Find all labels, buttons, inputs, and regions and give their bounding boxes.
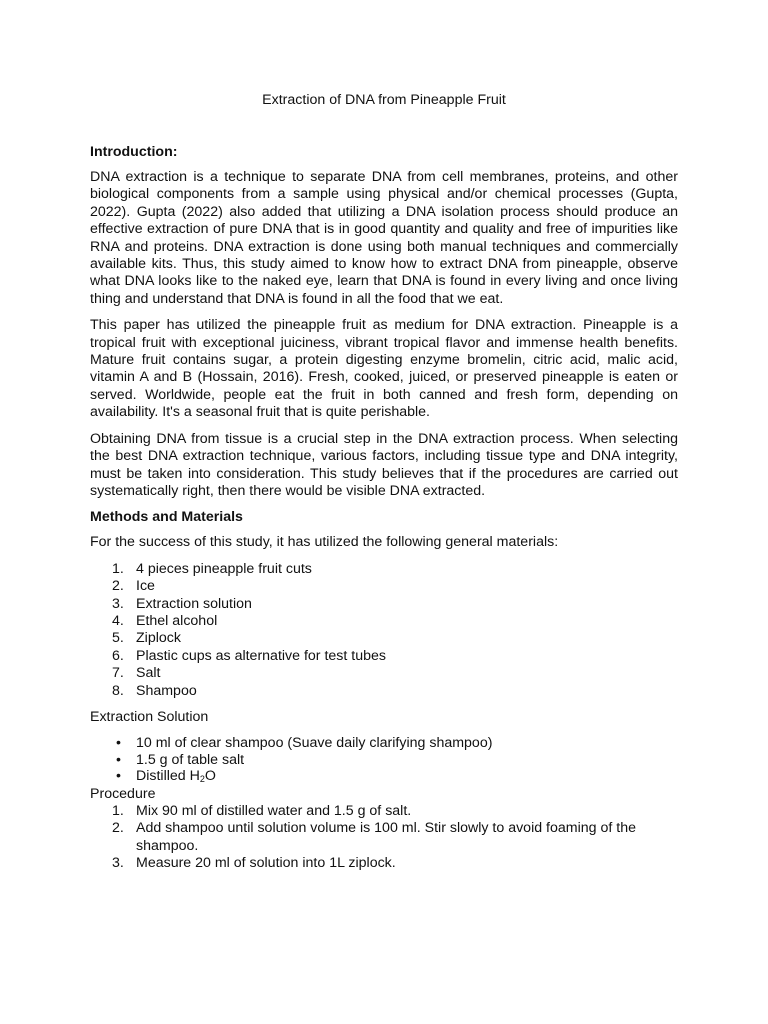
extraction-solution-heading: Extraction Solution bbox=[90, 708, 209, 725]
materials-list bbox=[90, 561, 678, 700]
list-number: 1. bbox=[112, 560, 124, 577]
list-number: 3. bbox=[112, 855, 124, 872]
intro-paragraph-1: DNA extraction is a technique to separate DNA from cell membranes, proteins, and other biological components from a sample using physical and/or chemical processes (Gupta, 2022). Gupta (2022) also added that utilizing a DNA isolation process should produce an effective extraction of pure DNA that is in good quantity and quality and free of impurities like RNA and proteins. DNA extraction is done using both manual techniques and commercially available kits. Thus, this study aimed to know how to extract DNA from pineapple, observe what DNA looks like to the naked eye, learn that DNA is found in every living and once living thing and understand that DNA is found in all the food that we eat. bbox=[90, 169, 678, 307]
subscript-text: 2 bbox=[199, 774, 205, 785]
document-title: Extraction of DNA from Pineapple Fruit bbox=[262, 92, 506, 108]
list-item bbox=[90, 630, 678, 647]
bullet-item-text: 10 ml of clear shampoo (Suave daily clarifying shampoo) bbox=[136, 735, 493, 752]
list-number: 4. bbox=[112, 612, 124, 629]
list-number: 7. bbox=[112, 665, 124, 682]
bullet-item-text: 1.5 g of table salt bbox=[136, 751, 245, 768]
list-item bbox=[90, 683, 678, 700]
list-item-text: Plastic cups as alternative for test tubes bbox=[136, 647, 386, 664]
extraction-solution-list bbox=[90, 735, 678, 786]
list-number: 8. bbox=[112, 682, 124, 699]
procedure-list bbox=[90, 803, 678, 873]
intro-paragraph-2: This paper has utilized the pineapple fruit as medium for DNA extraction. Pineapple is a tropical fruit with exceptional juiciness, vibrant tropical flavor and immense health benefits. Mature fruit contains sugar, a protein digesting enzyme bromelin, citric acid, malic acid, vitamin A and B (Hossain, 2016). Fresh, cooked, juiced, or preserved pineapple is eaten or served. Worldwide, people eat the fruit in both canned and fresh form, depending on availability. It's a seasonal fruit that is quite perishable. bbox=[90, 317, 678, 421]
list-item-text: Add shampoo until solution volume is 100 ml. Stir slowly to avoid foaming of the shampoo. bbox=[136, 820, 636, 854]
bullet-item bbox=[90, 735, 678, 752]
list-item bbox=[90, 803, 678, 820]
list-item-text: Ziplock bbox=[136, 630, 181, 647]
list-item-text: Ethel alcohol bbox=[136, 612, 218, 629]
bullet-icon: • bbox=[116, 735, 121, 752]
list-number: 6. bbox=[112, 647, 124, 664]
bullet-icon: • bbox=[116, 768, 121, 785]
list-number: 5. bbox=[112, 630, 124, 647]
list-item-text: Ice bbox=[136, 578, 155, 595]
list-number: 3. bbox=[112, 595, 124, 612]
introduction-heading: Introduction: bbox=[90, 144, 178, 160]
list-item bbox=[90, 596, 678, 613]
bullet-item-text: Distilled H bbox=[136, 768, 200, 785]
document-body bbox=[90, 92, 678, 873]
bullet-item bbox=[90, 768, 678, 786]
bullet-icon: • bbox=[116, 751, 121, 768]
list-item bbox=[90, 613, 678, 630]
list-item-text: Mix 90 ml of distilled water and 1.5 g of salt. bbox=[136, 802, 412, 819]
list-item-text: Measure 20 ml of solution into 1L ziplock. bbox=[136, 855, 396, 872]
intro-paragraph-3: Obtaining DNA from tissue is a crucial step in the DNA extraction process. When selecting the best DNA extraction technique, various factors, including tissue type and DNA integrity, must be taken into consideration. This study believes that if the procedures are carried out systematically right, then there would be visible DNA extracted. bbox=[90, 430, 678, 499]
list-item bbox=[90, 578, 678, 595]
list-item bbox=[90, 665, 678, 682]
list-number: 2. bbox=[112, 578, 124, 595]
list-item-text: 4 pieces pineapple fruit cuts bbox=[136, 560, 312, 577]
list-item bbox=[90, 648, 678, 665]
list-item bbox=[90, 561, 678, 578]
bullet-item-text-end: O bbox=[204, 768, 216, 785]
methods-intro: For the success of this study, it has utilized the following general materials: bbox=[90, 534, 559, 551]
list-item-text: Shampoo bbox=[136, 682, 197, 699]
list-item-text: Salt bbox=[136, 665, 161, 682]
list-item-text: Extraction solution bbox=[136, 595, 252, 612]
list-item bbox=[90, 820, 678, 855]
bullet-item bbox=[90, 752, 678, 769]
list-item bbox=[90, 855, 678, 872]
methods-heading: Methods and Materials bbox=[90, 509, 243, 526]
list-number: 1. bbox=[112, 802, 124, 819]
list-number: 2. bbox=[112, 820, 124, 837]
procedure-heading: Procedure bbox=[90, 785, 156, 802]
